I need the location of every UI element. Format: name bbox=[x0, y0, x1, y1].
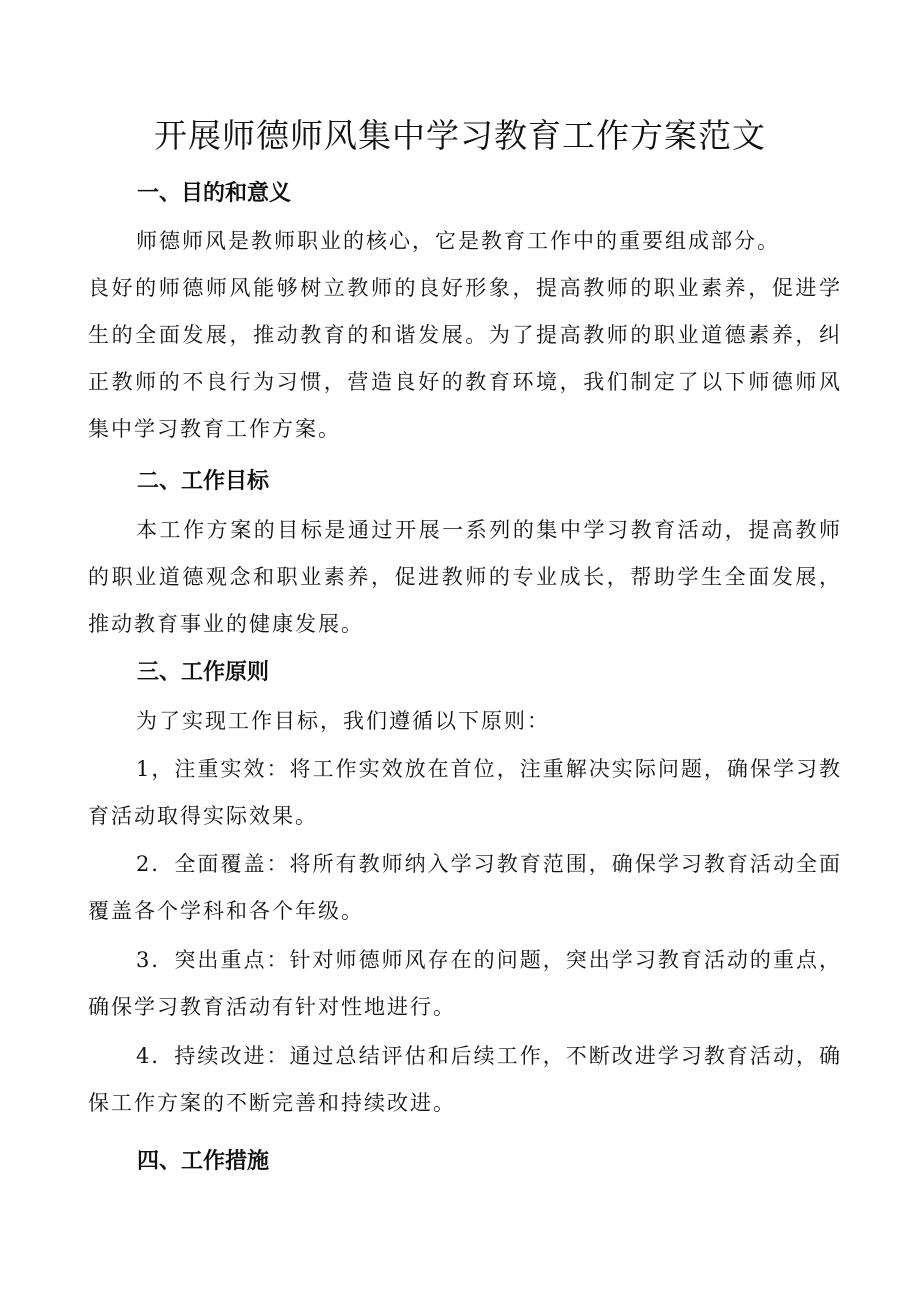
section-heading-purpose: 一、目的和意义 bbox=[137, 181, 292, 206]
section-heading-goals: 二、工作目标 bbox=[137, 469, 270, 494]
paragraph-purpose-1: 师德师风是教师职业的核心，它是教育工作中的重要组成部分。 bbox=[136, 229, 780, 253]
paragraph-purpose-2: 良好的师德师风能够树立教师的良好形象，提高教师的职业素养，促进学生的全面发展，推动教育的和谐发展。为了提高教师的职业道德素养，纠正教师的不良行为习惯，营造良好的教育环境，我们制定了以下师德师风集中学习教育工作方案。 bbox=[88, 276, 842, 441]
document-title: 开展师德师风集中学习教育工作方案范文 bbox=[154, 116, 766, 155]
paragraph-principle-4: 4．持续改进：通过总结评估和后续工作，不断改进学习教育活动，确保工作方案的不断完善和持续改进。 bbox=[88, 1044, 842, 1115]
section-heading-principles: 三、工作原则 bbox=[137, 660, 270, 685]
paragraph-principles-intro: 为了实现工作目标，我们遵循以下原则： bbox=[136, 709, 550, 733]
paragraph-principle-2: 2．全面覆盖：将所有教师纳入学习教育范围，确保学习教育活动全面覆盖各个学科和各个年级。 bbox=[88, 852, 842, 923]
paragraph-principle-3: 3．突出重点：针对师德师风存在的问题，突出学习教育活动的重点，确保学习教育活动有针对性地进行。 bbox=[88, 948, 842, 1019]
section-heading-measures: 四、工作措施 bbox=[137, 1149, 270, 1174]
paragraph-goals-1: 本工作方案的目标是通过开展一系列的集中学习教育活动，提高教师的职业道德观念和职业素养，促进教师的专业成长，帮助学生全面发展，推动教育事业的健康发展。 bbox=[88, 518, 842, 636]
paragraph-principle-1: 1，注重实效：将工作实效放在首位，注重解决实际问题，确保学习教育活动取得实际效果。 bbox=[88, 757, 842, 828]
